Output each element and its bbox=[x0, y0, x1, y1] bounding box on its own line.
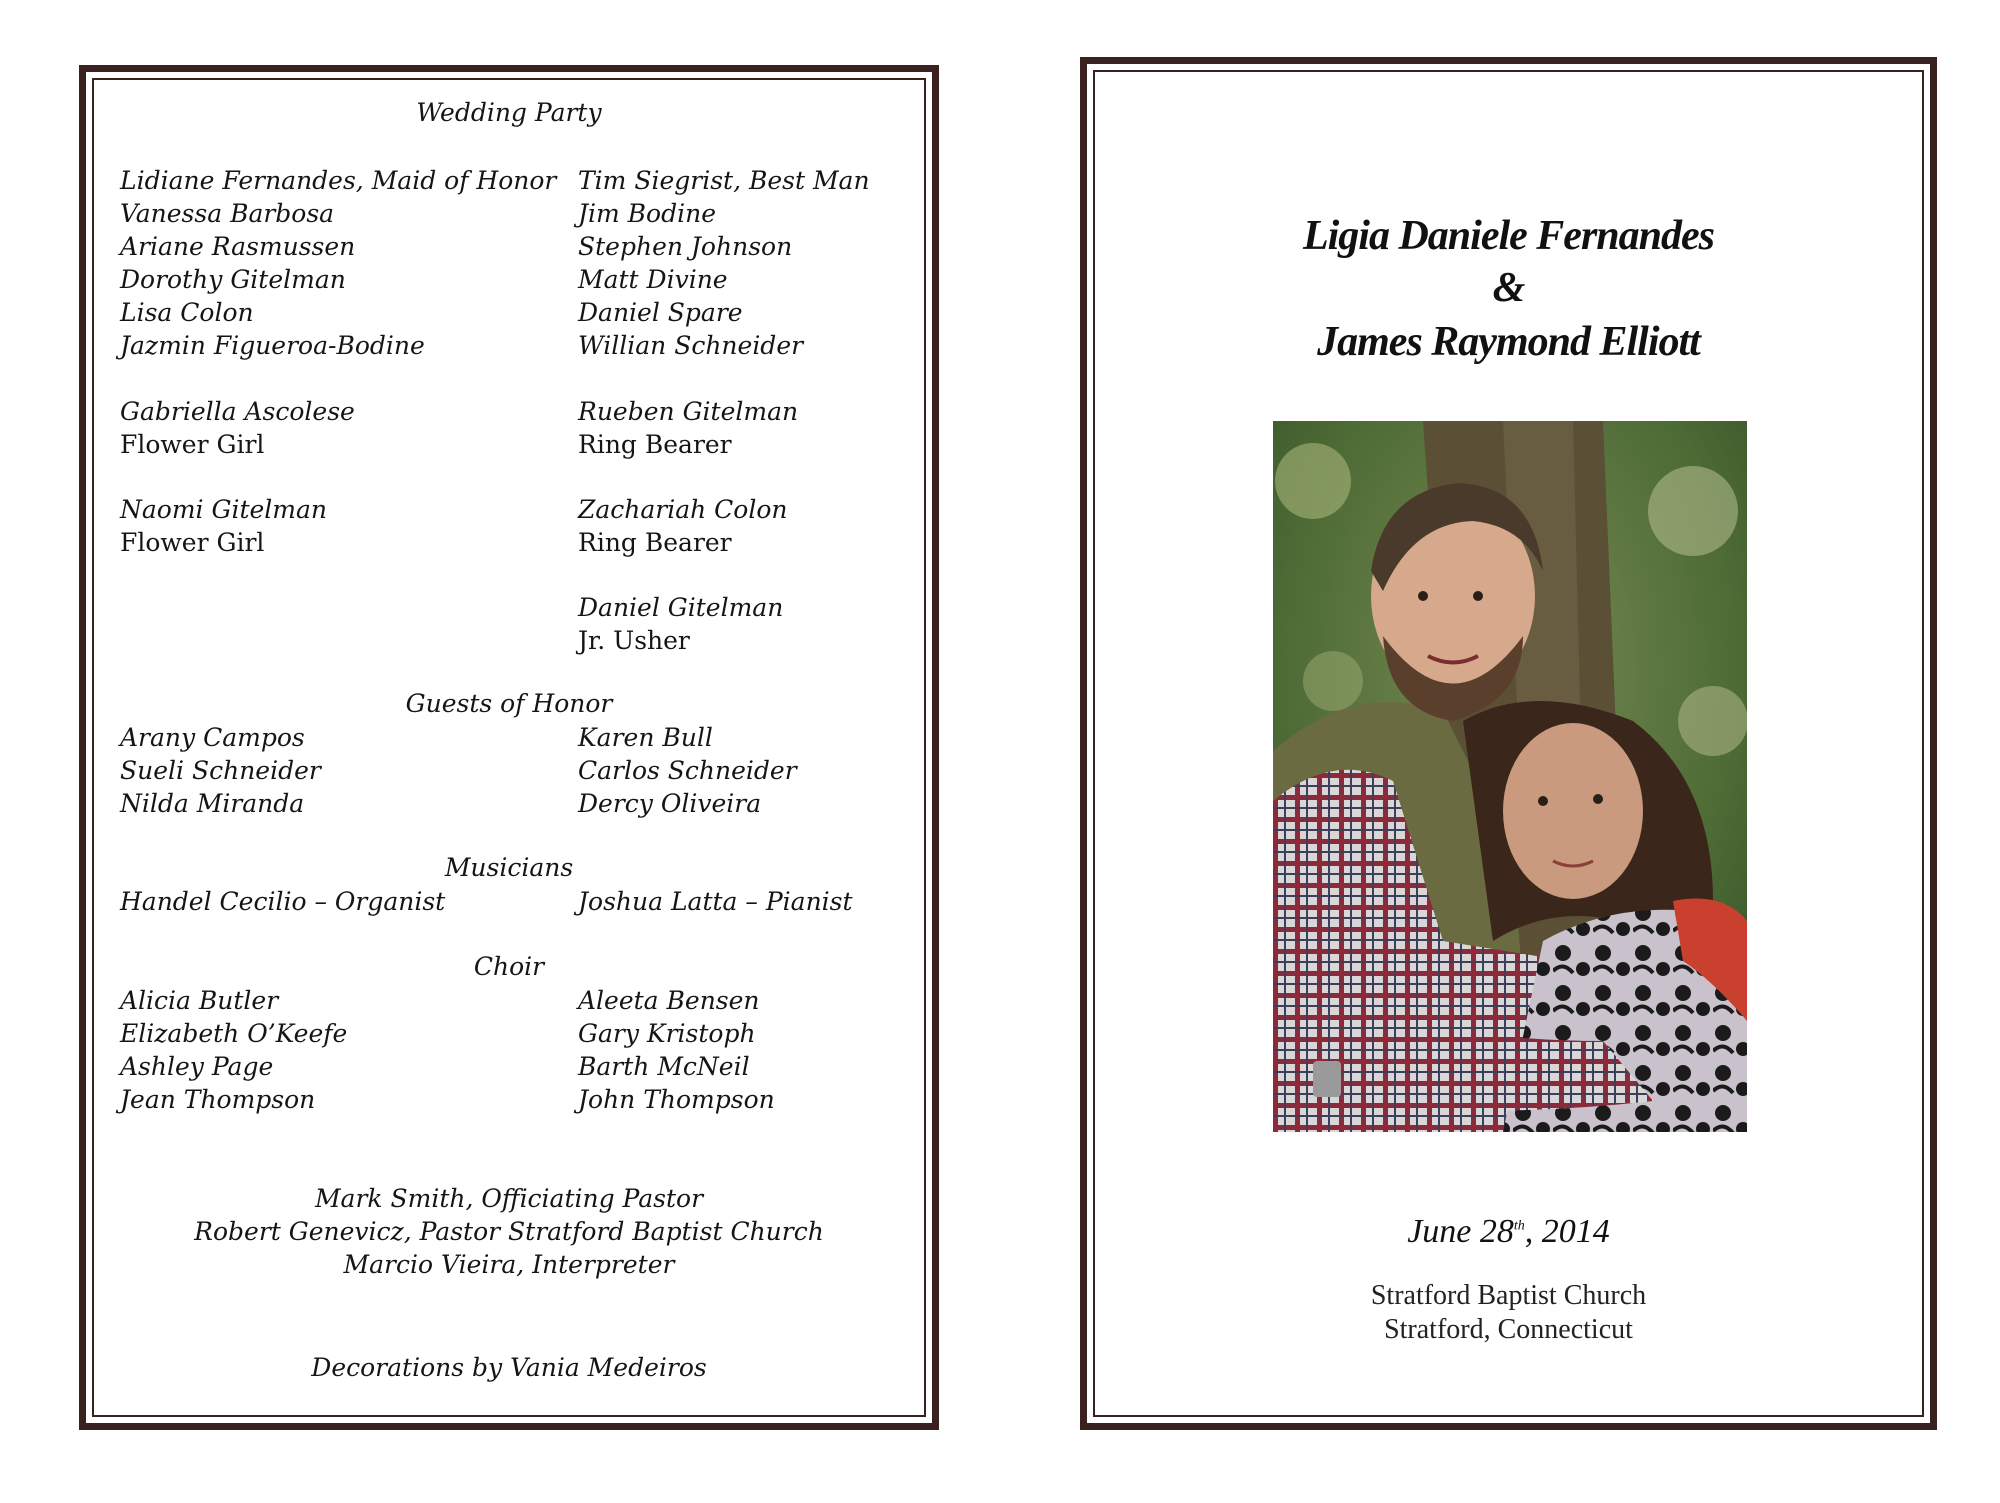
wedding-date bbox=[1080, 1213, 1937, 1251]
choir-right-list bbox=[578, 984, 775, 1116]
guests-left-list bbox=[120, 721, 321, 820]
list-item: Jean Thompson bbox=[120, 1085, 316, 1114]
child-role: Ring Bearer bbox=[578, 528, 732, 557]
list-item: Ariane Rasmussen bbox=[120, 232, 356, 261]
list-item: Barth McNeil bbox=[578, 1052, 750, 1081]
list-item: Joshua Latta – Pianist bbox=[578, 887, 853, 916]
jr-usher bbox=[578, 591, 783, 657]
list-item: Daniel Spare bbox=[578, 298, 743, 327]
date-year: , 2014 bbox=[1524, 1213, 1610, 1250]
pianist bbox=[578, 885, 853, 918]
child-role: Flower Girl bbox=[120, 528, 265, 557]
venue-location: Stratford, Connecticut bbox=[1384, 1314, 1633, 1345]
musicians-heading: Musicians bbox=[444, 853, 574, 882]
list-item: Matt Divine bbox=[578, 265, 728, 294]
ampersand: & bbox=[1492, 265, 1525, 311]
couple-photo bbox=[1273, 421, 1747, 1132]
officiant-line: Marcio Vieira, Interpreter bbox=[343, 1250, 675, 1279]
venue-name: Stratford Baptist Church bbox=[1370, 1280, 1647, 1311]
date-suffix: th bbox=[1513, 1218, 1525, 1234]
bridesmaids-list bbox=[120, 164, 556, 362]
list-item: Carlos Schneider bbox=[578, 756, 797, 785]
list-item: Gary Kristoph bbox=[578, 1019, 756, 1048]
flower-girl-2 bbox=[120, 493, 327, 559]
list-item: John Thompson bbox=[578, 1085, 775, 1114]
list-item: Jim Bodine bbox=[578, 199, 716, 228]
organist bbox=[120, 885, 445, 918]
child-name: Rueben Gitelman bbox=[578, 397, 799, 426]
child-name: Daniel Gitelman bbox=[578, 593, 784, 622]
bride-name: Ligia Daniele Fernandes bbox=[1302, 213, 1714, 259]
child-role: Flower Girl bbox=[120, 430, 265, 459]
flower-girl-1 bbox=[120, 395, 355, 461]
child-role: Jr. Usher bbox=[578, 626, 690, 655]
list-item: Ashley Page bbox=[120, 1052, 274, 1081]
child-role: Ring Bearer bbox=[578, 430, 732, 459]
guests-of-honor-heading: Guests of Honor bbox=[405, 689, 613, 718]
wedding-party-heading: Wedding Party bbox=[416, 98, 602, 127]
list-item: Willian Schneider bbox=[578, 331, 804, 360]
officiant-line: Mark Smith, Officiating Pastor bbox=[314, 1184, 704, 1213]
list-item: Alicia Butler bbox=[120, 986, 279, 1015]
choir-heading: Choir bbox=[473, 952, 545, 981]
list-item: Jazmin Figueroa-Bodine bbox=[120, 331, 425, 360]
groom-name: James Raymond Elliott bbox=[1317, 319, 1700, 365]
list-item: Elizabeth O’Keefe bbox=[120, 1019, 348, 1048]
list-item: Tim Siegrist, Best Man bbox=[578, 166, 870, 195]
child-name: Zachariah Colon bbox=[578, 495, 788, 524]
child-name: Naomi Gitelman bbox=[120, 495, 327, 524]
child-name: Gabriella Ascolese bbox=[120, 397, 355, 426]
choir-left-list bbox=[120, 984, 347, 1116]
list-item: Stephen Johnson bbox=[578, 232, 793, 261]
couple-photo-illustration bbox=[1273, 421, 1747, 1132]
list-item: Karen Bull bbox=[578, 723, 713, 752]
list-item: Dercy Oliveira bbox=[578, 789, 762, 818]
ring-bearer-2 bbox=[578, 493, 788, 559]
ring-bearer-1 bbox=[578, 395, 798, 461]
officiants-block bbox=[79, 1182, 939, 1281]
officiant-line: Robert Genevicz, Pastor Stratford Baptist Church bbox=[194, 1217, 824, 1246]
groomsmen-list bbox=[578, 164, 870, 362]
list-item: Lidiane Fernandes, Maid of Honor bbox=[120, 166, 557, 195]
list-item: Dorothy Gitelman bbox=[120, 265, 346, 294]
list-item: Aleeta Bensen bbox=[578, 986, 760, 1015]
list-item: Handel Cecilio – Organist bbox=[120, 887, 446, 916]
list-item: Lisa Colon bbox=[120, 298, 254, 327]
decorations-credit: Decorations by Vania Medeiros bbox=[311, 1353, 707, 1382]
guests-right-list bbox=[578, 721, 797, 820]
list-item: Vanessa Barbosa bbox=[120, 199, 335, 228]
date-month-day: June 28 bbox=[1407, 1213, 1514, 1250]
list-item: Nilda Miranda bbox=[120, 789, 305, 818]
list-item: Arany Campos bbox=[120, 723, 305, 752]
list-item: Sueli Schneider bbox=[120, 756, 321, 785]
